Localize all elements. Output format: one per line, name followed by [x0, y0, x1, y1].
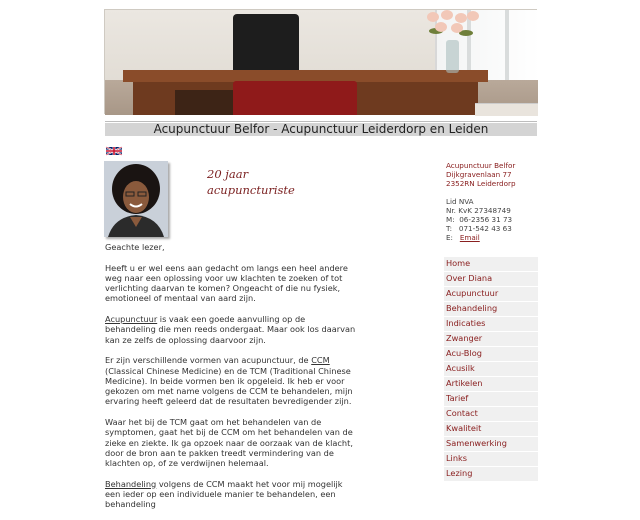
nav-item-indicaties[interactable]: Indicaties [444, 317, 538, 332]
nav-item-behandeling[interactable]: Behandeling [444, 302, 538, 317]
greeting: Geachte lezer, [105, 242, 165, 252]
behandeling-link[interactable]: Behandeling [105, 478, 157, 489]
tagline: 20 jaar acupuncturiste [207, 167, 295, 197]
nav-item-acupunctuur[interactable]: Acupunctuur [444, 287, 538, 302]
title-bar [105, 123, 537, 136]
nav-item-artikelen[interactable]: Artikelen [444, 377, 538, 392]
nav-item-samenwerking[interactable]: Samenwerking [444, 437, 538, 452]
acupunctuur-link[interactable]: Acupunctuur [105, 314, 158, 325]
nav-item-over-diana[interactable]: Over Diana [444, 272, 538, 287]
contact-email: E: Email [446, 233, 480, 242]
paragraph-intro: Heeft u er wel eens aan gedacht om langs een heel andere weg naar een oplossing voor uw klachten te zoeken of tot verlichting daarvan te komen? Ongeacht of die nu fysiek, emotioneel of mentaal van aard zijn. [105, 262, 348, 304]
contact-member: Lid NVA [446, 197, 474, 206]
contact-city: 2352RN Leiderdorp [446, 179, 516, 188]
nav-item-home[interactable]: Home [444, 257, 538, 272]
nav-item-acu-blog[interactable]: Acu-Blog [444, 347, 538, 362]
main-content [105, 242, 357, 520]
nav-menu [444, 257, 538, 482]
email-link[interactable]: Email [459, 233, 480, 242]
header-photo [104, 9, 537, 114]
ccm-link[interactable]: CCM [311, 355, 330, 366]
paragraph-behandeling: Behandeling volgens de CCM maakt het voor mij mogelijk een ieder op een individuele manier te behandelen, een behandeling [105, 478, 343, 510]
contact-name: Acupunctuur Belfor [446, 161, 516, 170]
contact-info [446, 161, 546, 242]
nav-item-links[interactable]: Links [444, 452, 538, 467]
nav-item-tarief[interactable]: Tarief [444, 392, 538, 407]
uk-flag-icon[interactable] [106, 146, 122, 156]
page-title: Acupunctuur Belfor - Acupunctuur Leiderdorp en Leiden [153, 122, 489, 136]
paragraph-acupunctuur: Acupunctuur is vaak een goede aanvulling op de behandeling die men reeds ondergaat. Maar ook los daarvan kan ze zelfs de oplossing daarvoor zijn. [105, 314, 356, 345]
nav-item-acusilk[interactable]: Acusilk [444, 362, 538, 377]
nav-item-kwaliteit[interactable]: Kwaliteit [444, 422, 538, 437]
nav-item-lezing[interactable]: Lezing [444, 467, 538, 482]
paragraph-forms: Er zijn verschillende vormen van acupunctuur, de CCM (Classical Chinese Medicine) en de TCM (Traditional Chinese Medicine). In beide vormen ben ik opgeleid. Ik heb er voor gekozen om met name volgens de CCM te behandelen, mijn ervaring heeft geleerd dat de resultaten bevredigender zijn. [105, 355, 353, 407]
contact-kvk: Nr. KvK 27348749 [446, 206, 511, 215]
nav-item-zwanger[interactable]: Zwanger [444, 332, 538, 347]
contact-mobile: M: 06-2356 31 73 [446, 215, 513, 224]
portrait-photo [104, 161, 168, 237]
contact-street: Dijkgravenlaan 77 [446, 170, 512, 179]
nav-item-contact[interactable]: Contact [444, 407, 538, 422]
paragraph-tcm: Waar het bij de TCM gaat om het behandelen van de symptomen, gaat het bij de CCM om het behandelen van de zieke en ziekte. Ik ga opzoek naar de oorzaak van de klacht, door de bron aan te pakken treedt vermindering van de klachten op, of ze verdwijnen helemaal. [105, 417, 353, 469]
contact-phone: T: 071-542 43 63 [446, 224, 512, 233]
